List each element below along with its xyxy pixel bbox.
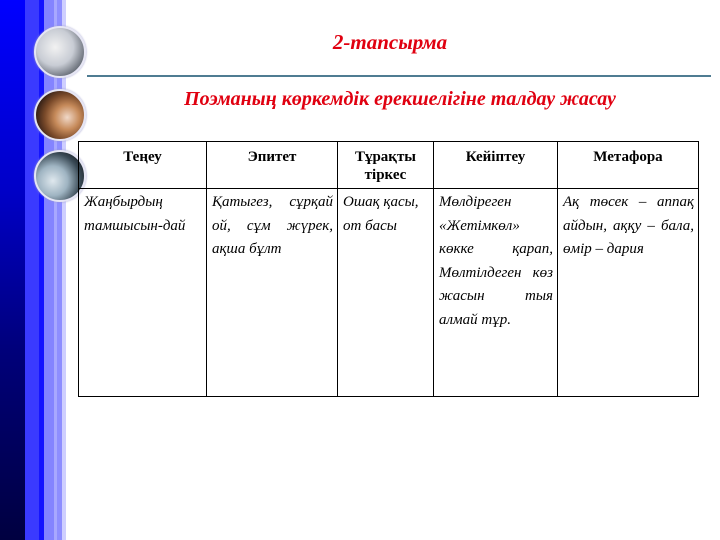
header-epithet: Эпитет: [207, 142, 338, 189]
sidebar-gradient-band: [0, 0, 25, 540]
header-fixed-phrase: Тұрақты тіркес: [338, 142, 434, 189]
cell-metaphor: Ақ төсек – аппақ айдын, аққу – бала, өмір – дария: [558, 189, 699, 397]
table-row: [79, 189, 699, 397]
header-personification: Кейіптеу: [434, 142, 558, 189]
slide-subtitle: Поэманың көркемдік ерекшелігіне талдау жасау: [184, 88, 616, 110]
cell-personification: Мөлдіреген «Жетімкөл» көкке қарап, Мөлтілдеген көз жасын тыя алмай тұр.: [434, 189, 558, 397]
header-simile: Теңеу: [79, 142, 207, 189]
analysis-table: [78, 141, 699, 397]
header-metaphor: Метафора: [558, 142, 699, 189]
sidebar-stripe: [44, 0, 54, 540]
business-people-photo: [34, 89, 86, 141]
sidebar-stripe: [62, 0, 66, 540]
cell-fixed-phrase: Ошақ қасы, от басы: [338, 189, 434, 397]
sidebar-stripe: [25, 0, 39, 540]
cell-simile: Жаңбырдың тамшысын-дай: [79, 189, 207, 397]
table-header-row: [79, 142, 699, 189]
slide-title: 2-тапсырма: [332, 30, 448, 54]
title-divider: [87, 75, 711, 77]
decorative-sidebar: [0, 0, 70, 540]
cell-epithet: Қатыгез, сұрқай ой, сұм жүрек, ақша бұлт: [207, 189, 338, 397]
